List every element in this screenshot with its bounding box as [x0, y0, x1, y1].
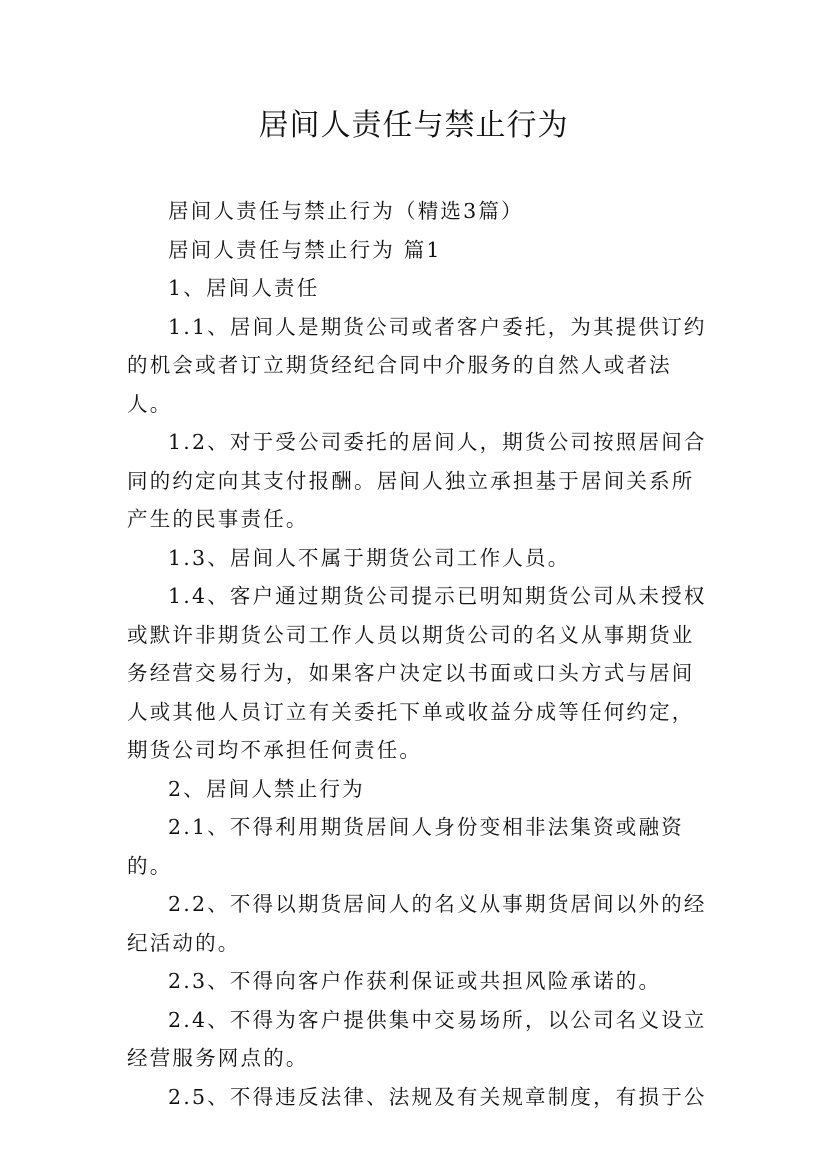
paragraph-1-1: 1.1、居间人是期货公司或者客户委托，为其提供订约的机会或者订立期货经纪合同中介服务的自然人或者法人。 — [127, 314, 707, 416]
paragraph-2-1: 2.1、不得利用期货居间人身份变相非法集资或融资的。 — [127, 815, 684, 878]
paragraph-1-2: 1.2、对于受公司委托的居间人，期货公司按照居间合同的约定向其支付报酬。居间人独立承担基于居间关系所产生的民事责任。 — [127, 430, 707, 531]
document-body — [127, 192, 712, 1116]
paragraph-2-5: 2.5、不得违反法律、法规及有关规章制度，有损于公 — [168, 1084, 707, 1109]
paragraph-heading-2: 2、居间人禁止行为 — [168, 776, 365, 801]
paragraph-2-2: 2.2、不得以期货居间人的名义从事期货居间以外的经纪活动的。 — [127, 892, 707, 955]
document-title: 居间人责任与禁止行为 — [258, 108, 569, 143]
paragraph-heading-1: 1、居间人责任 — [168, 276, 320, 300]
paragraph-subtitle: 居间人责任与禁止行为（精选3篇） — [168, 199, 524, 223]
paragraph-1-3: 1.3、居间人不属于期货公司工作人员。 — [168, 545, 571, 570]
paragraph-2-4: 2.4、不得为客户提供集中交易场所，以公司名义设立经营服务网点的。 — [127, 1007, 707, 1070]
paragraph-section-heading: 居间人责任与禁止行为 篇1 — [168, 237, 442, 262]
paragraph-2-3: 2.3、不得向客户作获利保证或共担风险承诺的。 — [168, 969, 662, 993]
paragraph-1-4: 1.4、客户通过期货公司提示已明知期货公司从未授权或默许非期货公司工作人员以期货公司的名义从事期货业务经营交易行为，如果客户决定以书面或口头方式与居间人或其他人员订立有关委托下单或收益分成等任何约定，期货公司均不承担任何责任。 — [127, 584, 707, 762]
